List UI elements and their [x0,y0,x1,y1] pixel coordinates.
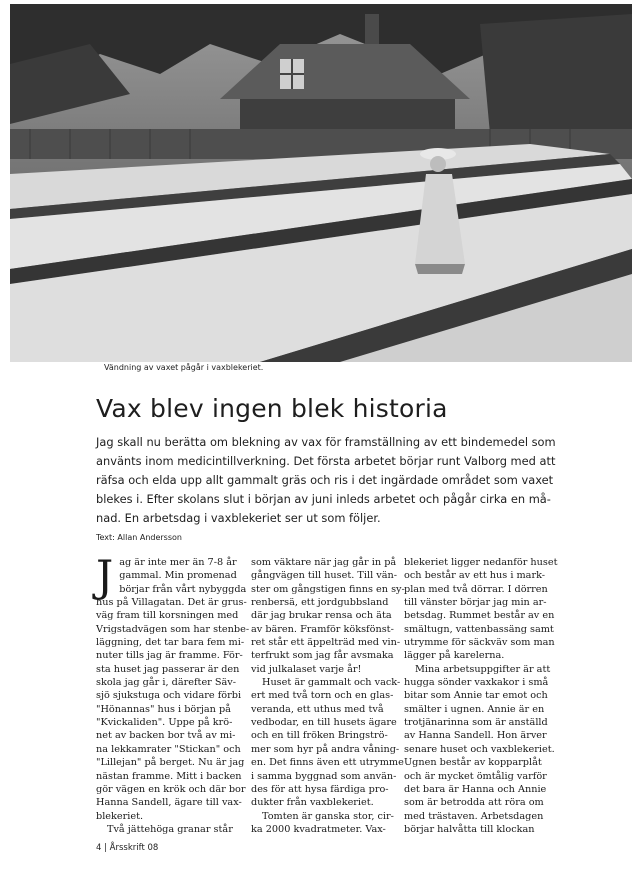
body-line: väg fram till korsningen med [96,610,239,622]
body-line: veranda, ett uthus med två [251,703,384,715]
article-title: Vax blev ingen blek historia [96,394,448,423]
body-line: läggning, det tar bara fem mi- [96,637,245,649]
photo-wax-bleachery [10,4,632,362]
body-line: terfrukt som jag får avsmaka [251,650,394,662]
body-line: Hanna Sandell, ägare till vax- [96,797,242,809]
body-line: skola jag går i, därefter Säv- [96,677,237,689]
body-line: blekeriet. [96,810,144,822]
body-line: sjö sjukstuga och vidare förbi [96,690,242,702]
lead-paragraph [96,433,566,528]
lead-line: nad. En arbetsdag i vaxblekeriet ser ut som följer. [96,511,381,525]
body-line: som väktare när jag går in på [251,557,397,568]
body-line: hugga sönder vaxkakor i små [404,677,549,689]
body-line: "Lillejan" på berget. Nu är jag [96,757,245,769]
body-line: där jag brukar rensa och äta [251,610,392,622]
body-line: av Hanna Sandell. Hon ärver [404,730,547,742]
body-line: lägger på karelerna. [404,650,505,662]
body-line: Vrigstadvägen som har stenbe- [96,623,250,635]
body-line: "Kvickaliden". Uppe på krö- [96,717,233,729]
body-line: net av backen bor två av mi- [96,730,236,742]
body-line: trotjänarinna som är anställd [404,717,548,729]
dropcap: J [96,552,114,602]
body-line: gör vägen en krök och där bor [96,783,246,795]
photo-caption: Vändning av vaxet pågår i vaxblekeriet. [104,363,264,372]
body-line: vedbodar, en till husets ägare [251,717,397,729]
body-line: ert med två torn och en glas- [251,690,394,702]
body-line: i samma byggnad som använ- [251,770,397,782]
body-line: och en till fröken Bringströ- [251,730,388,742]
body-line: det bara är Hanna och Annie [404,783,547,795]
body-line: till vänster börjar jag min ar- [404,597,547,609]
text-column-1 [96,552,250,836]
body-line: Två jättehöga granar står [107,823,233,835]
body-line: och är mycket ömtålig varför [404,770,547,782]
text-column-3 [404,556,558,836]
body-line: na lekkamrater "Stickan" och [96,743,241,755]
page-footer: 4 | Årsskrift 08 [96,843,159,853]
body-line: börjar från vårt nybyggda [119,583,247,595]
byline: Text: Allan Andersson [96,533,182,542]
body-line: nuter tills jag är framme. För- [96,650,243,662]
lead-line: räfsa och elda upp allt gammalt gräs och ris i det ingärdade området som vaxet [96,473,554,487]
body-line: som är betrodda att röra om [404,797,544,809]
body-line: med trästaven. Arbetsdagen [404,810,544,822]
lead-line: använts inom medicintillverkning. Det första arbetet börjar runt Valborg med att [96,454,556,468]
body-line: Mina arbetsuppgifter är att [415,663,551,675]
body-line: smälter i ugnen. Annie är en [404,703,545,715]
body-line: hus på Villagatan. Det är grus- [96,597,247,609]
text-column-2 [251,556,405,836]
body-line: "Hönannas" hus i början på [96,703,231,715]
body-line: renbersä, ett jordgubbsland [251,597,389,609]
lead-line: Jag skall nu berätta om blekning av vax för framställning av ett bindemedel som [96,435,556,449]
body-line: smältugn, vattenbassäng samt [404,623,554,635]
body-line: börjar halvåtta till klockan [404,823,535,835]
body-line: blekeriet ligger nedanför huset [404,557,558,568]
body-line: och består av ett hus i mark- [404,570,546,582]
body-line: ag är inte mer än 7-8 år [119,557,237,568]
body-line: betsdag. Rummet består av en [404,610,555,622]
body-line: sta huset jag passerar är den [96,663,240,675]
body-line: Tomten är ganska stor, cir- [262,810,394,822]
body-line: ret står ett äppelträd med vin- [251,637,401,649]
body-line: ster om gångstigen finns en sy- [251,583,405,595]
body-line: gammal. Min promenad [119,570,237,582]
body-line: nästan framme. Mitt i backen [96,770,242,782]
body-line: mer som hyr på andra våning- [251,743,400,755]
body-line: dukter från vaxblekeriet. [251,797,374,809]
body-line: av bären. Framför köksfönst- [251,623,394,635]
body-line: bitar som Annie tar emot och [404,690,548,702]
body-line: gångvägen till huset. Till vän- [251,570,398,582]
body-line: senare huset och vaxblekeriet. [404,743,555,755]
body-line: utrymme för säckväv som man [404,637,555,649]
body-line: Ugnen består av kopparplåt [404,757,542,769]
body-line: des för att hysa färdiga pro- [251,783,389,795]
body-line: vid julkalaset varje år! [251,663,362,675]
body-line: ka 2000 kvadratmeter. Vax- [251,823,386,835]
lead-line: blekes i. Efter skolans slut i början av juni inleds arbetet och pågår cirka en må- [96,492,551,506]
body-line: en. Det finns även ett utrymme [251,757,404,769]
body-line: Huset är gammalt och vack- [262,677,401,689]
body-line: plan med två dörrar. I dörren [404,583,548,595]
